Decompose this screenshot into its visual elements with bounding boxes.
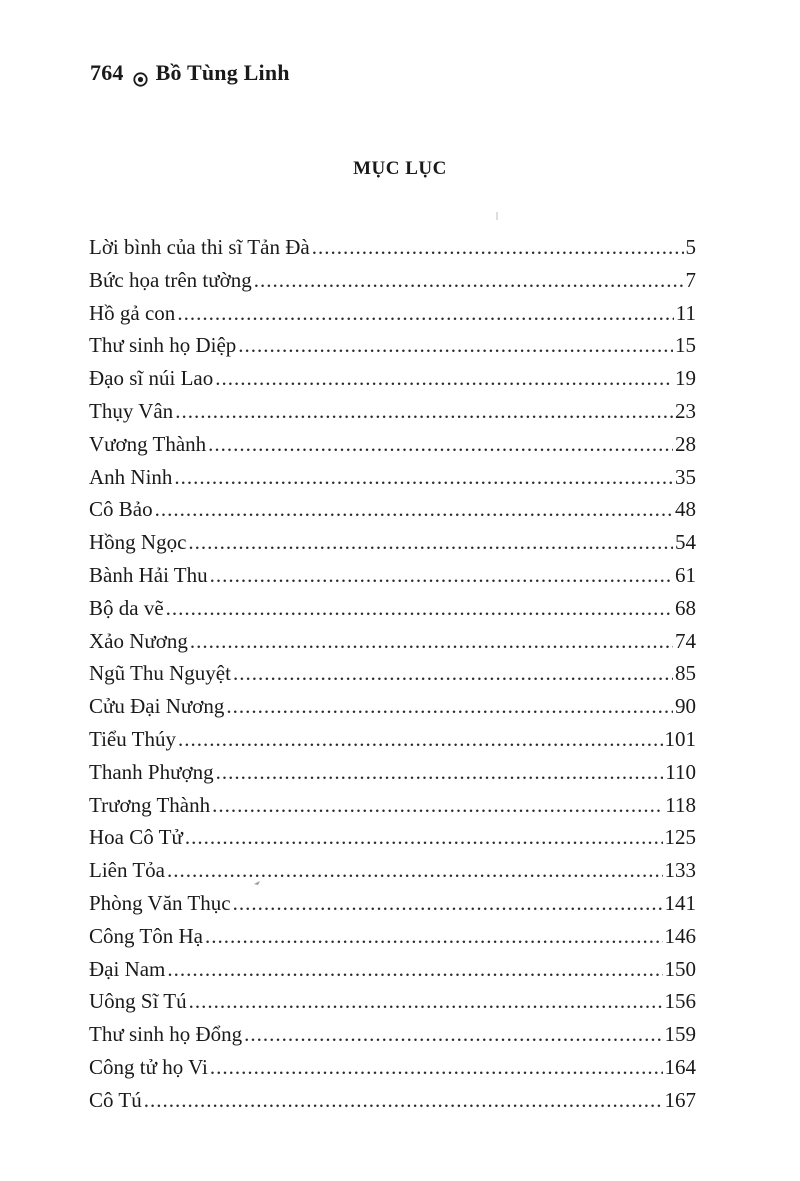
toc-entry-title: Anh Ninh [89, 464, 173, 489]
toc-entry-page: 54 [675, 530, 696, 555]
toc-entry-page: 7 [685, 267, 696, 292]
dot-leader [188, 526, 673, 559]
dot-leader [205, 920, 663, 953]
toc-entry [89, 559, 696, 592]
toc-entry [89, 985, 696, 1018]
toc-entry-page: 90 [675, 694, 696, 719]
toc-entry [89, 592, 696, 625]
toc-entry-title: Đại Nam [89, 956, 166, 981]
toc-entry-title: Bành Hải Thu [89, 562, 208, 587]
toc-entry [89, 231, 696, 264]
toc-entry-page: 5 [685, 235, 696, 259]
dot-leader [226, 690, 673, 723]
toc-entry-page: 146 [664, 923, 696, 948]
dot-leader [166, 592, 673, 625]
toc-entry-page: 68 [675, 595, 696, 620]
dot-leader [175, 395, 673, 428]
toc-entry-title: Bức họa trên tường [89, 267, 252, 292]
toc-entry-title: Thụy Vân [89, 398, 174, 423]
toc-entry [89, 493, 696, 526]
toc-entry-title: Ngũ Thu Nguyệt [89, 661, 231, 686]
toc-entry-title: Đạo sĩ núi Lao [89, 366, 214, 391]
toc-entry-title: Hoa Cô Tử [89, 825, 183, 850]
toc-entry-page: 101 [664, 726, 696, 751]
toc-entry-page: 125 [664, 825, 696, 850]
toc-entry-title: Hồng Ngọc [89, 530, 187, 555]
toc-entry-page: 110 [665, 759, 696, 784]
dot-leader [244, 1018, 662, 1051]
toc-entry-page: 23 [675, 398, 696, 423]
toc-entry-title: Thư sinh họ Đổng [89, 1022, 243, 1047]
toc-entry [89, 264, 696, 297]
toc-entry-page: 48 [675, 497, 696, 522]
dot-leader [185, 821, 663, 854]
toc-entry-page: 61 [675, 562, 696, 587]
toc-entry-title: Thư sinh họ Diệp [89, 333, 237, 358]
toc-entry-title: Công Tôn Hạ [89, 923, 203, 948]
toc-entry-page: 35 [675, 464, 696, 489]
toc-entry [89, 395, 696, 428]
dot-leader [312, 231, 684, 264]
toc-entry-title: Cô Bảo [89, 497, 153, 522]
toc-entry [89, 461, 696, 494]
toc-entry-page: 156 [664, 989, 696, 1014]
dot-leader [210, 1051, 663, 1084]
toc-entry-page: 167 [664, 1087, 696, 1112]
toc-entry [89, 297, 696, 330]
toc-entry-page: 11 [675, 300, 696, 325]
toc-entry-title: Uông Sĩ Tú [89, 989, 187, 1014]
dot-leader [177, 297, 673, 330]
toc-entry-title: Vương Thành [89, 431, 207, 456]
page-title: MỤC LỤC [353, 158, 447, 179]
toc-entry-title: Cửu Đại Nương [89, 694, 225, 719]
toc-entry-title: Tiểu Thúy [89, 726, 176, 751]
toc-entry [89, 526, 696, 559]
toc-entry-title: Lời bình của thi sĩ Tản Đà [89, 235, 310, 259]
toc-entry-title: Công tử họ Vi [89, 1054, 208, 1079]
toc-entry [89, 625, 696, 658]
toc-entry-page: 85 [675, 661, 696, 686]
dot-leader [208, 428, 673, 461]
toc-entry [89, 1051, 696, 1084]
toc-entry [89, 821, 696, 854]
dot-leader [155, 493, 673, 526]
toc-entry [89, 756, 696, 789]
toc-entry [89, 953, 696, 986]
author-name: Bồ Tùng Linh [155, 60, 290, 85]
toc-entry [89, 657, 696, 690]
dot-leader [210, 559, 673, 592]
toc-entry [89, 428, 696, 461]
toc-entry-title: Thanh Phượng [89, 759, 214, 784]
toc-entry-title: Xảo Nương [89, 628, 188, 653]
dot-leader [216, 756, 664, 789]
toc-entry [89, 887, 696, 920]
toc-entry-title: Liên Tỏa [89, 858, 166, 883]
toc-entry [89, 723, 696, 756]
table-of-contents [89, 231, 696, 1117]
toc-entry-page: 118 [665, 792, 696, 817]
toc-entry [89, 690, 696, 723]
toc-entry [89, 362, 696, 395]
dot-leader [178, 723, 663, 756]
dot-leader [174, 461, 673, 494]
toc-entry-title: Trương Thành [89, 792, 211, 817]
toc-entry-page: 28 [675, 431, 696, 456]
dot-leader [254, 264, 684, 297]
dot-leader [144, 1084, 663, 1117]
dot-leader [212, 789, 663, 822]
dot-leader [238, 329, 673, 362]
toc-entry-page: 164 [664, 1054, 696, 1079]
toc-entry-page: 15 [675, 333, 696, 358]
dot-leader [167, 854, 662, 887]
toc-entry [89, 1084, 696, 1117]
toc-entry-page: 159 [664, 1022, 696, 1047]
dot-leader [167, 953, 662, 986]
dot-leader [233, 657, 673, 690]
toc-entry [89, 920, 696, 953]
dot-leader [190, 625, 673, 658]
toc-entry-page: 141 [664, 890, 696, 915]
toc-entry-title: Phòng Văn Thục [89, 890, 231, 915]
page-number: 764 [90, 60, 124, 85]
dot-leader [215, 362, 673, 395]
toc-entry-page: 133 [664, 858, 696, 883]
toc-entry-page: 150 [664, 956, 696, 981]
toc-entry-title: Bộ da vẽ [89, 595, 164, 620]
toc-entry-title: Cô Tú [89, 1087, 142, 1112]
dot-leader [189, 985, 663, 1018]
toc-entry [89, 329, 696, 362]
toc-entry-page: 19 [675, 366, 696, 391]
toc-entry [89, 854, 696, 887]
toc-entry-title: Hồ gả con [89, 300, 176, 325]
dot-leader [233, 887, 663, 920]
toc-entry [89, 1018, 696, 1051]
toc-entry-page: 74 [675, 628, 696, 653]
toc-entry [89, 789, 696, 822]
